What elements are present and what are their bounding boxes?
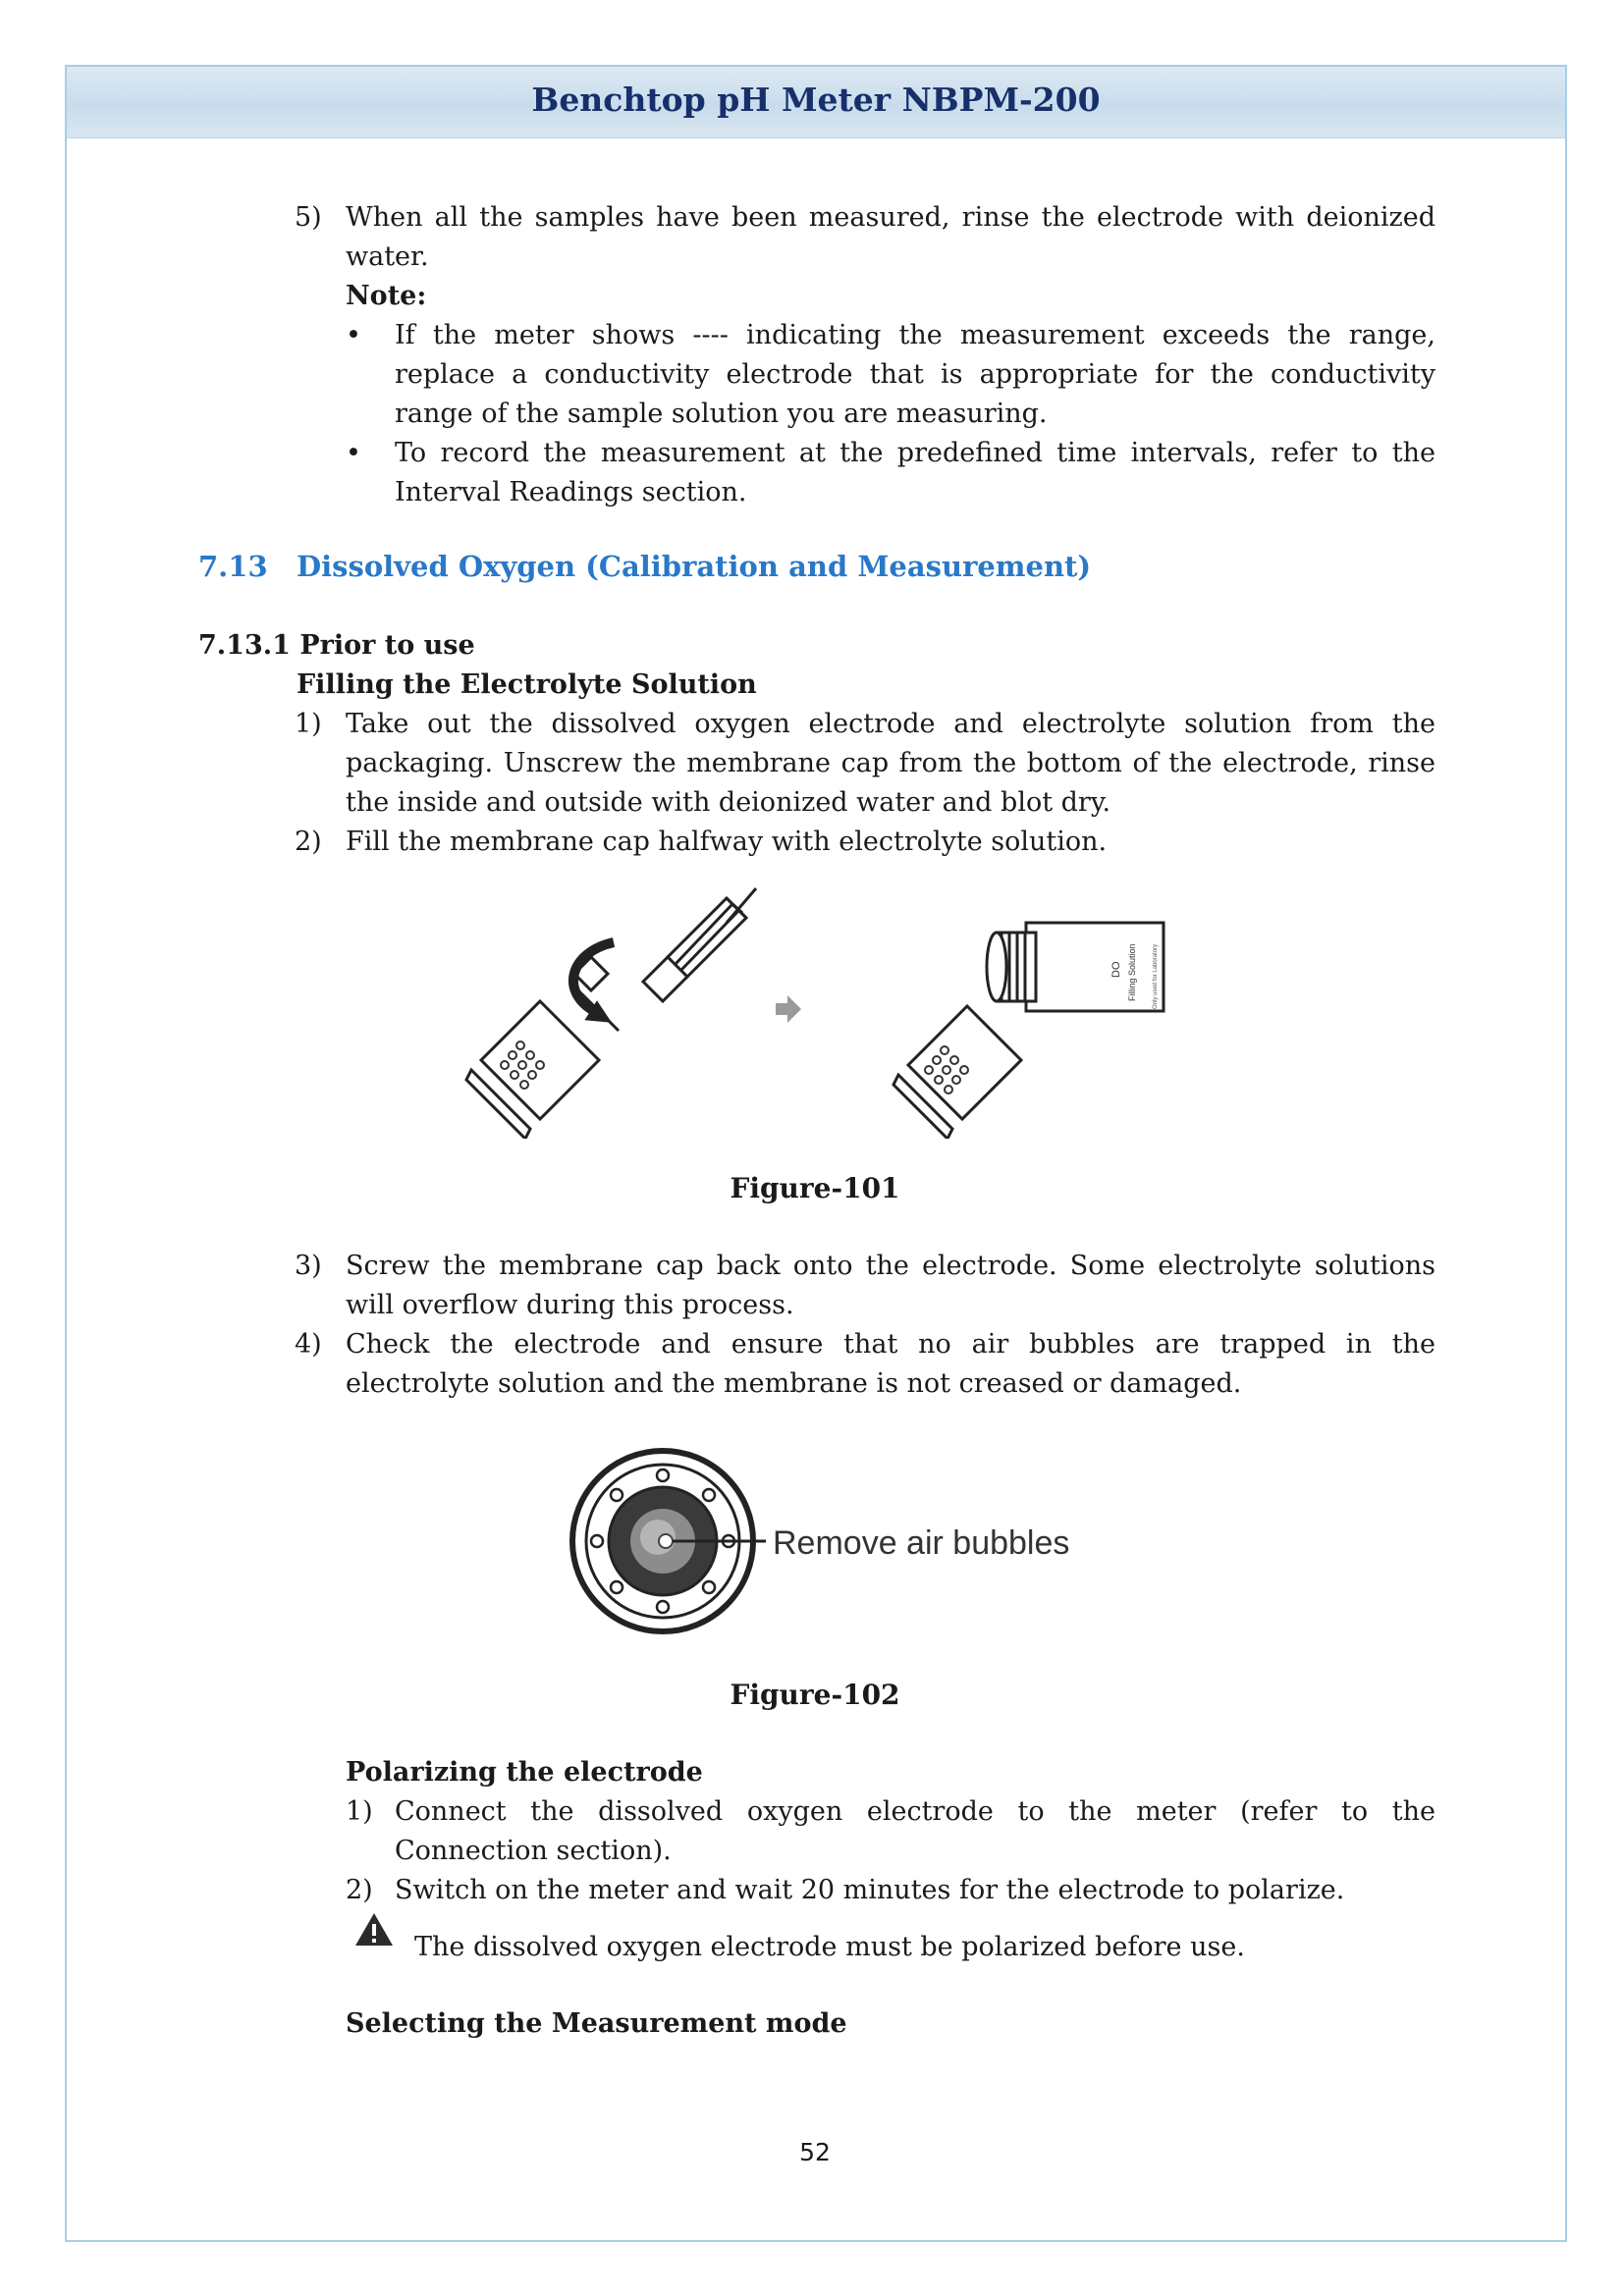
bottle-label-fine: Only used for Laboratory xyxy=(1153,943,1159,1009)
arrow-right-icon xyxy=(776,995,801,1023)
filling-solution-bottle xyxy=(987,923,1164,1011)
figure-101-caption: Figure-101 xyxy=(730,1172,900,1204)
section-title: Dissolved Oxygen (Calibration and Measurement) xyxy=(297,550,1092,583)
page-number: 52 xyxy=(799,2138,831,2166)
step-5-text: When all the samples have been measured, rinse the electrode with deionized water. xyxy=(346,202,1435,272)
figure-101-illustration xyxy=(432,883,1198,1139)
note-bullet-2: To record the measurement at the predefined time intervals, refer to the Interval Readings section. xyxy=(395,438,1435,507)
section-number: 7.13 xyxy=(198,550,268,583)
filling-step-2-text: Fill the membrane cap halfway with electrolyte solution. xyxy=(346,827,1108,857)
filling-step-1-number: 1) xyxy=(295,709,322,739)
remove-air-bubbles-callout: Remove air bubbles xyxy=(773,1524,1070,1562)
membrane-cap-filling xyxy=(893,1006,1021,1139)
filling-step-4-text: Check the electrode and ensure that no air bubbles are trapped in the electrolyte solution and the membrane is not creased or damaged. xyxy=(346,1329,1435,1399)
figure-102-illustration xyxy=(565,1443,1075,1639)
filling-step-2-number: 2) xyxy=(295,827,322,857)
air-bubble xyxy=(659,1534,673,1548)
filling-step-3-text: Screw the membrane cap back onto the electrode. Some electrolyte solutions will overflow during this process. xyxy=(346,1251,1435,1320)
filling-heading: Filling the Electrolyte Solution xyxy=(297,669,757,700)
filling-step-4-number: 4) xyxy=(295,1329,322,1360)
polarizing-heading: Polarizing the electrode xyxy=(346,1757,703,1788)
page-header xyxy=(67,67,1565,138)
subsection-title: 7.13.1 Prior to use xyxy=(198,630,475,661)
note-label: Note: xyxy=(346,281,427,311)
note-bullet-1: If the meter shows ---- indicating the measurement exceeds the range, replace a conductivity electrode that is appropriate for the conductivity range of the sample solution you are measuring. xyxy=(395,320,1435,429)
polarizing-step-1-text: Connect the dissolved oxygen electrode to the meter (refer to the Connection section). xyxy=(395,1796,1435,1866)
figure-102-caption: Figure-102 xyxy=(730,1679,900,1711)
measurement-mode-heading: Selecting the Measurement mode xyxy=(346,2008,847,2039)
bullet-marker: • xyxy=(346,438,361,468)
step-5-number: 5) xyxy=(295,202,322,233)
warning-icon xyxy=(353,1910,395,1949)
bullet-marker: • xyxy=(346,320,361,350)
polarizing-step-1-number: 1) xyxy=(346,1796,373,1827)
page-title: Benchtop pH Meter NBPM-200 xyxy=(531,80,1101,119)
filling-step-1-text: Take out the dissolved oxygen electrode and electrolyte solution from the packaging. Unscrew the membrane cap from the bottom of the electrode, rinse the inside and outside with deionized water and blot dry. xyxy=(346,709,1435,818)
polarizing-step-2-text: Switch on the meter and wait 20 minutes for the electrode to polarize. xyxy=(395,1875,1345,1905)
bottle-label-main: DO xyxy=(1110,961,1122,978)
filling-step-3-number: 3) xyxy=(295,1251,322,1281)
polarizing-step-2-number: 2) xyxy=(346,1875,373,1905)
bottle-label-sub: Filling Solution xyxy=(1127,943,1137,1001)
warning-text: The dissolved oxygen electrode must be polarized before use. xyxy=(414,1932,1245,1962)
electrode-unscrewing-illustration xyxy=(466,888,756,1139)
